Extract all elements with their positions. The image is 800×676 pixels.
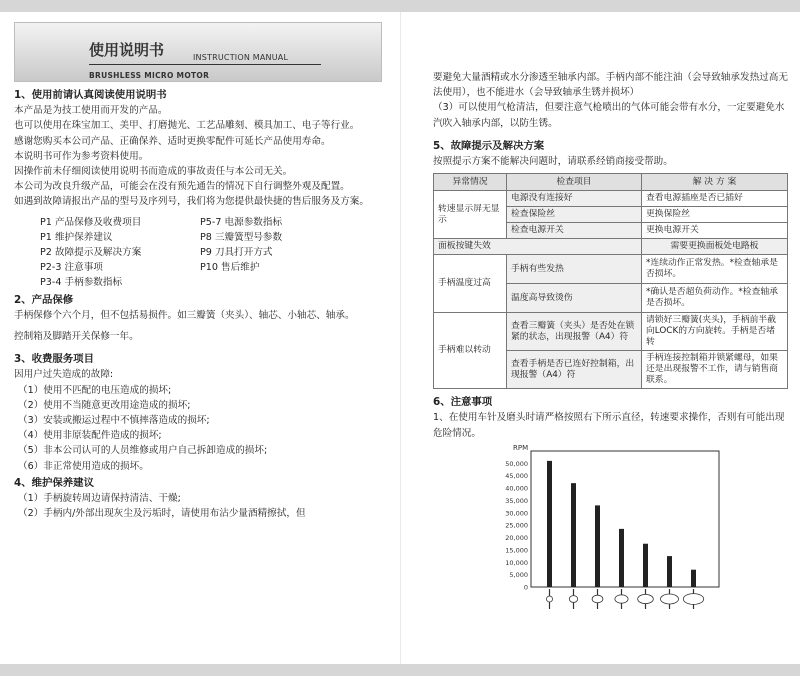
toc-item: P1 产品保修及收费项目	[40, 216, 142, 228]
toc-item: P5-7 电源参数指标	[200, 216, 283, 228]
toc-item: P10 售后维护	[200, 262, 260, 274]
fault-condition: 转速显示屏无显示	[434, 191, 507, 239]
burr-icon	[638, 589, 654, 609]
bar-1	[547, 461, 552, 587]
section-5-heading: 5、故障提示及解决方案	[433, 139, 545, 152]
paragraph: 控制箱及脚踏开关保修一年。	[14, 331, 139, 343]
solution: 查看电源插座是否已插好	[642, 191, 788, 207]
y-tick-label: 0	[523, 583, 528, 592]
solution: *确认是否超负荷动作。*检查轴承是否损坏。	[642, 284, 788, 313]
title-underline	[89, 64, 321, 65]
y-tick-label: 45,000	[505, 472, 528, 481]
left-column	[14, 22, 386, 521]
rpm-chart-svg	[433, 441, 788, 613]
title-en: INSTRUCTION MANUAL	[193, 53, 289, 62]
section-3-heading: 3、收费服务项目	[14, 353, 94, 366]
fault-condition: 手柄难以转动	[434, 313, 507, 389]
bar-5	[643, 544, 648, 587]
list-item: （4）使用非原装配件造成的损坏;	[18, 430, 162, 442]
bar-2	[571, 483, 576, 587]
y-axis-label: RPM	[513, 443, 529, 452]
paragraph: 如遇到故障请报出产品的型号及序列号，我们将为您提供最快捷的售后服务及方案。	[14, 196, 369, 208]
section-4-heading: 4、维护保养建议	[14, 476, 94, 489]
rpm-chart	[433, 441, 788, 641]
check-item: 温度高导致烫伤	[507, 284, 642, 313]
bar-4	[619, 529, 624, 587]
paragraph: 本公司为改良升级产品，可能会在没有预先通告的情况下自行调整外观及配置。	[14, 181, 350, 193]
toc-item: P9 刀具打开方式	[200, 247, 273, 259]
list-item: （3）安装或搬运过程中不慎摔落造成的损坏;	[18, 415, 210, 427]
paragraph: 要避免大量酒精或水分渗透至轴承内部。手柄内部不能注油（会导致轴承发热过高无法使用），也不能进水（会导致轴承生锈并损坏）	[433, 72, 788, 99]
table-of-contents	[14, 215, 386, 291]
section-2-heading: 2、产品保修	[14, 293, 74, 306]
list-item: （6）非正常使用造成的损坏。	[18, 460, 149, 472]
list-item: （5）非本公司认可的人员维修或用户自己拆卸造成的损坏;	[18, 445, 268, 457]
solution: *连续动作正常发热。*检查轴承是否损坏。	[642, 255, 788, 284]
burr-icon	[661, 589, 679, 609]
y-tick-label: 25,000	[505, 521, 528, 530]
section-1-heading: 1、使用前请认真阅读使用说明书	[14, 89, 167, 101]
check-item: 手柄有些发热	[507, 255, 642, 284]
burr-icon	[547, 589, 553, 609]
check-item: 查看三瓣簧（夹头）是否处在锁紧的状态，出现报警（A4）符	[507, 313, 642, 351]
y-tick-label: 50,000	[505, 459, 528, 468]
burr-icon	[683, 589, 703, 609]
y-tick-label: 35,000	[505, 496, 528, 505]
burr-icon	[615, 589, 628, 609]
list-item: （2）手柄内/外部出现灰尘及污垢时，请使用布沾少量酒精擦拭，但	[18, 508, 306, 520]
table-header: 异常情况	[434, 174, 507, 191]
fault-table	[433, 173, 788, 389]
paragraph: 也可以使用在珠宝加工、美甲、打磨抛光、工艺品雕刻、模具加工、电子等行业。	[14, 120, 360, 132]
bar-3	[595, 505, 600, 587]
paragraph: 按照提示方案不能解决问题时，请联系经销商接受帮助。	[433, 156, 673, 168]
title-banner	[14, 22, 382, 82]
paragraph: 手柄保修个六个月，但不包括易损件。如三瓣簧（夹头）、轴芯、小轴芯、轴承。	[14, 309, 355, 321]
paragraph: 感谢您购买本公司产品、正确保养、适时更换零配件可延长产品使用寿命。	[14, 135, 331, 147]
y-tick-label: 40,000	[505, 484, 528, 493]
solution: 需要更换面板处电路板	[642, 239, 788, 255]
list-item: （2）使用不当随意更改用途造成的损坏;	[18, 399, 191, 411]
paragraph: 本产品是为技工使用而开发的产品。	[14, 105, 168, 117]
list-item: （1）手柄旋转周边请保持清洁、干燥;	[18, 493, 181, 505]
title-cn: 使用说明书	[89, 41, 165, 59]
toc-item: P8 三瓣簧型号参数	[200, 231, 283, 243]
check-item: 检查电源开关	[507, 223, 642, 239]
right-column	[433, 70, 788, 641]
check-item: 电源没有连接好	[507, 191, 642, 207]
fault-condition: 面板按键失效	[434, 239, 642, 255]
paragraph: 因操作前未仔细阅读使用说明书而造成的事故责任与本公司无关。	[14, 166, 293, 178]
bar-7	[691, 570, 696, 587]
top-border	[0, 0, 800, 12]
toc-item: P3-4 手柄参数指标	[40, 277, 123, 289]
toc-item: P1 维护保养建议	[40, 231, 113, 243]
list-item: （1）使用不匹配的电压造成的损坏;	[18, 384, 172, 396]
burr-icon	[569, 589, 577, 609]
y-tick-label: 5,000	[509, 570, 528, 579]
paragraph: （3）可以使用气枪清洁，但要注意气枪喷出的气体可能会带有水分，一定要避免水汽吹入轴承内部，以防生锈。	[433, 102, 785, 129]
table-header: 解 决 方 案	[642, 174, 788, 191]
solution: 更换电源开关	[642, 223, 788, 239]
plot-frame	[531, 451, 719, 587]
check-item: 检查保险丝	[507, 207, 642, 223]
y-tick-label: 10,000	[505, 558, 528, 567]
table-header: 检查项目	[507, 174, 642, 191]
y-tick-label: 15,000	[505, 546, 528, 555]
y-tick-label: 30,000	[505, 509, 528, 518]
subtitle: BRUSHLESS MICRO MOTOR	[89, 71, 210, 80]
paragraph: 因用户过失造成的故障:	[14, 369, 114, 381]
bar-6	[667, 556, 672, 587]
fault-condition: 手柄温度过高	[434, 255, 507, 313]
paragraph: 本说明书可作为参考资料使用。	[14, 150, 149, 162]
toc-item	[200, 275, 400, 290]
section-6-heading: 6、注意事项	[433, 396, 493, 409]
paragraph: 1、在使用车针及磨头时请严格按照右下所示直径，转速要求操作，否则有可能出现危险情况。	[433, 412, 785, 439]
check-item: 查看手柄是否已连好控制箱，出现报警（A4）符	[507, 351, 642, 389]
page-divider	[400, 12, 401, 664]
bottom-border	[0, 664, 800, 676]
solution: 更换保险丝	[642, 207, 788, 223]
solution: 手柄连接控制箱并锁紧螺母，如果还是出现报警不工作，请与销售商联系。	[642, 351, 788, 389]
y-tick-label: 20,000	[505, 533, 528, 542]
solution: 请锁好三瓣簧(夹头)，手柄前半截向LOCK的方向旋转。手柄是否堵转	[642, 313, 788, 351]
burr-icon	[592, 589, 603, 609]
toc-item: P2 故障提示及解决方案	[40, 247, 142, 259]
toc-item: P2-3 注意事项	[40, 262, 103, 274]
